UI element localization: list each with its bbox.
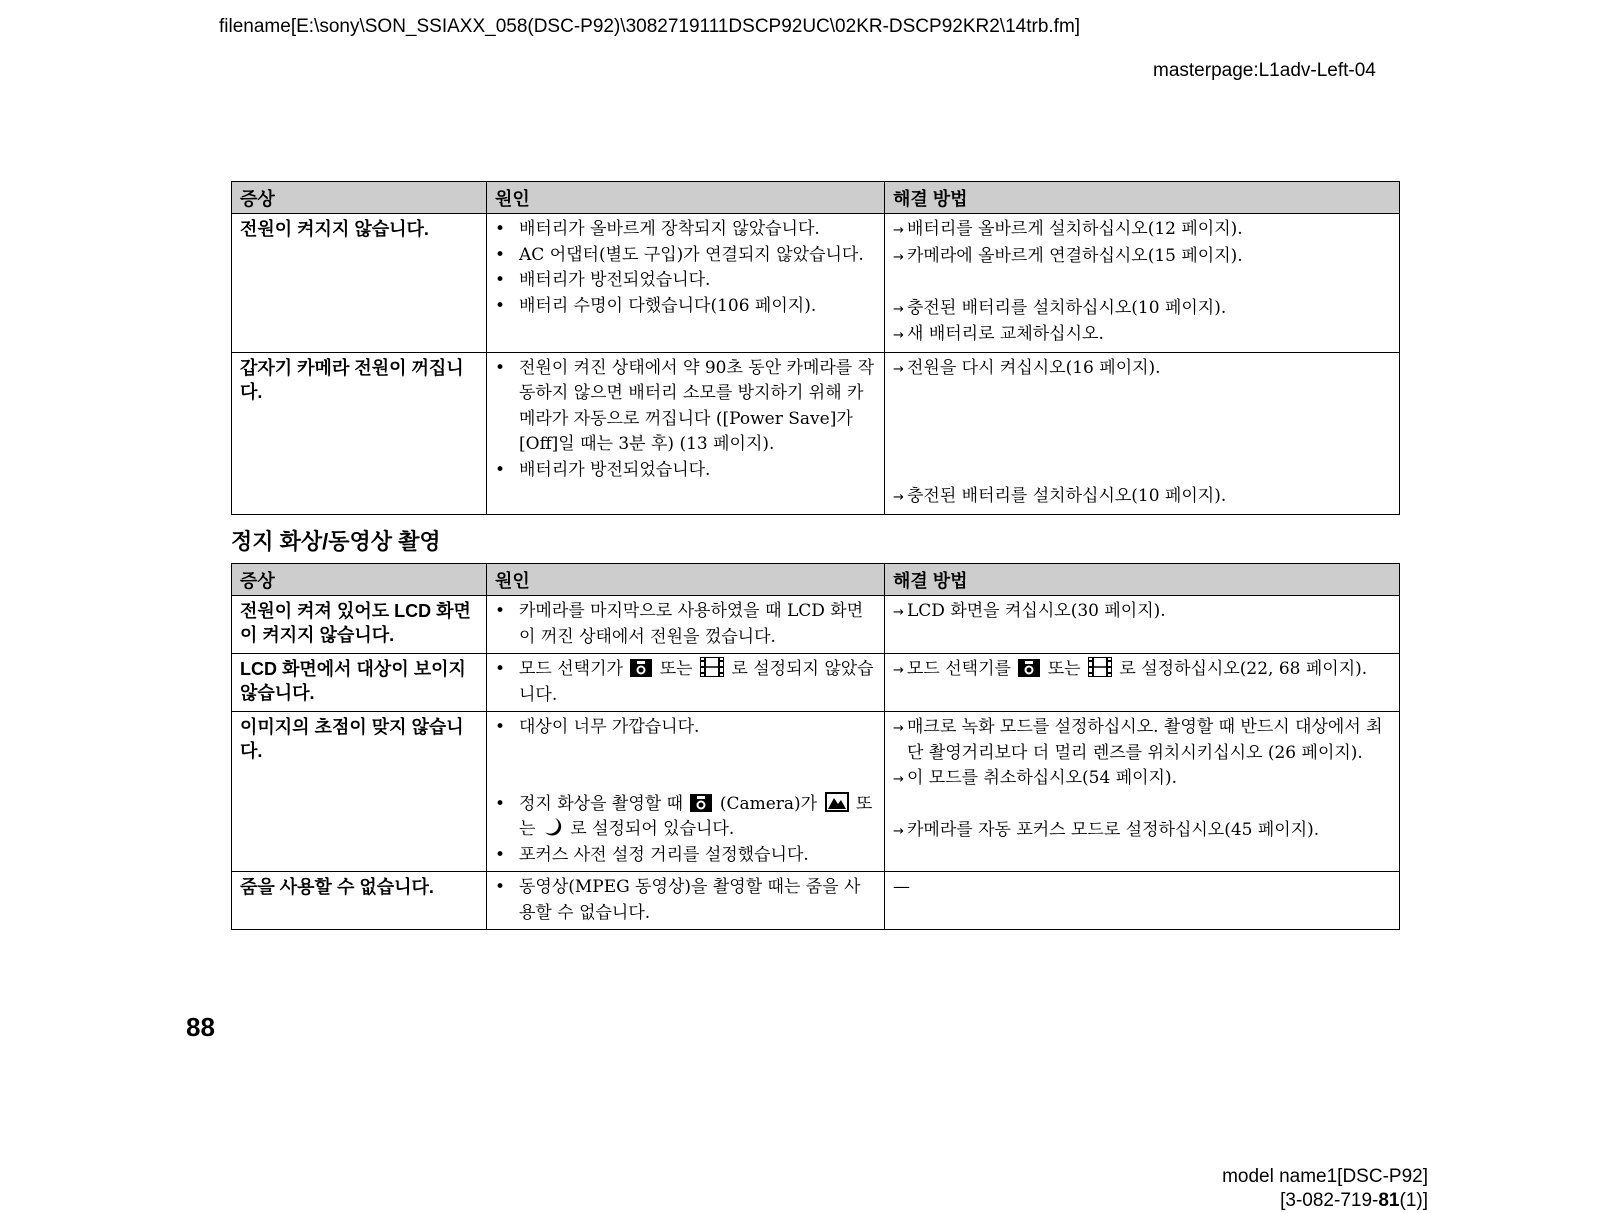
troubleshooting-table-shooting (231, 563, 1400, 930)
cause-text: 모드 선택기가 (519, 659, 623, 679)
cause-text: (Camera)가 (719, 793, 818, 814)
symptom-cell: LCD 화면에서 대상이 보이지 않습니다. (232, 654, 487, 712)
solution-text: 새 배터리로 교체하십시오. (907, 324, 1104, 344)
solution-text: 카메라를 자동 포커스 모드로 설정하십시오(45 페이지). (907, 820, 1320, 840)
solution-cell (885, 712, 1400, 872)
arrow-right-icon: → (893, 605, 904, 620)
bullet-icon: • (495, 357, 506, 378)
section-title: 정지 화상/동영상 촬영 (231, 529, 441, 554)
footer-model (1222, 1165, 1428, 1213)
header-symptom: 증상 (232, 182, 487, 214)
solution-text: 카메라에 올바르게 연결하십시오(15 페이지). (907, 245, 1243, 266)
cause-text-with-icons (519, 657, 876, 708)
solution-cell (885, 596, 1400, 654)
bullet-icon: • (495, 717, 506, 737)
bullet-icon: • (495, 244, 506, 265)
bullet-icon: • (495, 877, 506, 897)
twilight-moon-icon (543, 817, 563, 837)
symptom-cell: 이미지의 초점이 맞지 않습니다. (232, 712, 487, 872)
arrow-right-icon: → (893, 301, 904, 317)
solution-text-with-icons (907, 657, 1367, 684)
model-code (1222, 1189, 1428, 1213)
table-row (232, 872, 1400, 930)
cause-text: 배터리 수명이 다했습니다(106 페이지). (519, 295, 817, 316)
table-row (232, 596, 1400, 654)
solution-text: 충전된 배터리를 설치하십시오(10 페이지). (907, 297, 1227, 318)
solution-text: 전원을 다시 켜십시오(16 페이지). (907, 357, 1161, 378)
header-solution: 해결 방법 (885, 564, 1400, 596)
arrow-right-icon: → (893, 223, 904, 238)
movie-film-icon (1088, 657, 1112, 677)
cause-text: 로 설정되어 있습니다. (570, 819, 735, 839)
solution-cell (885, 654, 1400, 712)
solution-text: 모드 선택기를 (907, 659, 1011, 679)
arrow-right-icon: → (893, 824, 904, 839)
solution-text: 배터리를 올바르게 설치하십시오(12 페이지). (907, 219, 1243, 239)
movie-film-icon (700, 657, 724, 677)
cause-cell (487, 596, 885, 654)
landscape-icon (825, 792, 849, 812)
cause-text: 전원이 켜진 상태에서 약 90초 동안 카메라를 작동하지 않으면 배터리 소모를 방지하기 위해 카메라가 자동으로 꺼집니다 ([Power Save]가 [Off]일 때는 3분 후) (13 페이지). (519, 357, 875, 454)
bullet-icon: • (495, 219, 506, 239)
arrow-right-icon: → (893, 663, 904, 678)
camera-icon (690, 794, 712, 812)
symptom-cell: 전원이 켜져 있어도 LCD 화면이 켜지지 않습니다. (232, 596, 487, 654)
cause-text: 배터리가 방전되었습니다. (519, 459, 711, 480)
bullet-icon: • (495, 601, 506, 621)
arrow-right-icon: → (893, 772, 904, 787)
cause-text: 배터리가 방전되었습니다. (519, 270, 711, 290)
header-filename: filename[E:\sony\SON_SSIAXX_058(DSC-P92)\3082719111DSCP92UC\02KR-DSCP92KR2\14trb.fm] (219, 16, 1081, 37)
cause-text: 동영상(MPEG 동영상)을 촬영할 때는 줌을 사용할 수 없습니다. (519, 877, 861, 923)
bullet-icon: • (495, 270, 506, 290)
header-cause: 원인 (487, 564, 885, 596)
solution-text: 이 모드를 취소하십시오(54 페이지). (907, 768, 1177, 788)
cause-cell (487, 352, 885, 514)
camera-icon (1018, 659, 1040, 677)
solution-text: 또는 (1047, 659, 1081, 679)
page-number: 88 (186, 1012, 215, 1042)
cause-text: 포커스 사전 설정 거리를 설정했습니다. (519, 844, 809, 865)
model-code-suffix: (1)] (1399, 1190, 1428, 1211)
bullet-icon: • (495, 459, 506, 480)
cause-cell (487, 712, 885, 872)
cause-text: 카메라를 마지막으로 사용하였을 때 LCD 화면이 꺼진 상태에서 전원을 껐습니다. (519, 601, 864, 647)
solution-text: 매크로 녹화 모드를 설정하십시오. 촬영할 때 반드시 대상에서 최단 촬영거리보다 더 멀리 렌즈를 위치시키십시오 (26 페이지). (907, 717, 1383, 763)
solution-cell (885, 352, 1400, 514)
table-header-row (232, 182, 1400, 214)
cause-text: 또는 (519, 793, 873, 839)
cause-text: AC 어댑터(별도 구입)가 연결되지 않았습니다. (519, 244, 864, 265)
symptom-cell: 갑자기 카메라 전원이 꺼집니다. (232, 352, 487, 514)
cause-text: 또는 (659, 659, 693, 679)
cause-text: 정지 화상을 촬영할 때 (519, 793, 684, 814)
table-row (232, 712, 1400, 872)
symptom-cell: 전원이 켜지지 않습니다. (232, 214, 487, 353)
header-masterpage: masterpage:L1adv-Left-04 (1153, 60, 1376, 81)
arrow-right-icon: → (893, 249, 904, 265)
camera-icon (630, 659, 652, 677)
arrow-right-icon: → (893, 361, 904, 377)
table-row (232, 352, 1400, 514)
symptom-cell: 줌을 사용할 수 없습니다. (232, 872, 487, 930)
table-row (232, 214, 1400, 353)
table-header-row (232, 564, 1400, 596)
cause-cell (487, 654, 885, 712)
arrow-right-icon: → (893, 721, 904, 736)
solution-cell (885, 872, 1400, 930)
cause-text: 대상이 너무 가깝습니다. (519, 717, 700, 737)
cause-cell (487, 872, 885, 930)
table-row (232, 654, 1400, 712)
model-line: model name1[DSC-P92] (1222, 1166, 1428, 1187)
solution-cell (885, 214, 1400, 353)
cause-cell (487, 214, 885, 353)
solution-text: LCD 화면을 켜십시오(30 페이지). (907, 601, 1166, 621)
model-code-bold: 81 (1378, 1190, 1400, 1211)
header-solution: 해결 방법 (885, 182, 1400, 214)
solution-dash: — (893, 877, 910, 897)
arrow-right-icon: → (893, 490, 904, 505)
bullet-icon: • (495, 793, 506, 814)
bullet-icon: • (495, 295, 506, 316)
bullet-icon: • (495, 659, 506, 679)
bullet-icon: • (495, 844, 506, 865)
cause-text: 배터리가 올바르게 장착되지 않았습니다. (519, 219, 820, 239)
solution-text: 로 설정하십시오(22, 68 페이지). (1119, 659, 1368, 679)
cause-text-with-icons (519, 792, 876, 843)
header-cause: 원인 (487, 182, 885, 214)
troubleshooting-table-power (231, 181, 1400, 515)
cause-text: 로 설정되지 않았습니다. (519, 659, 874, 705)
header-symptom: 증상 (232, 564, 487, 596)
model-code-prefix: [3-082-719- (1280, 1190, 1379, 1211)
arrow-right-icon: → (893, 328, 904, 343)
solution-text: 충전된 배터리를 설치하십시오(10 페이지). (907, 486, 1227, 506)
